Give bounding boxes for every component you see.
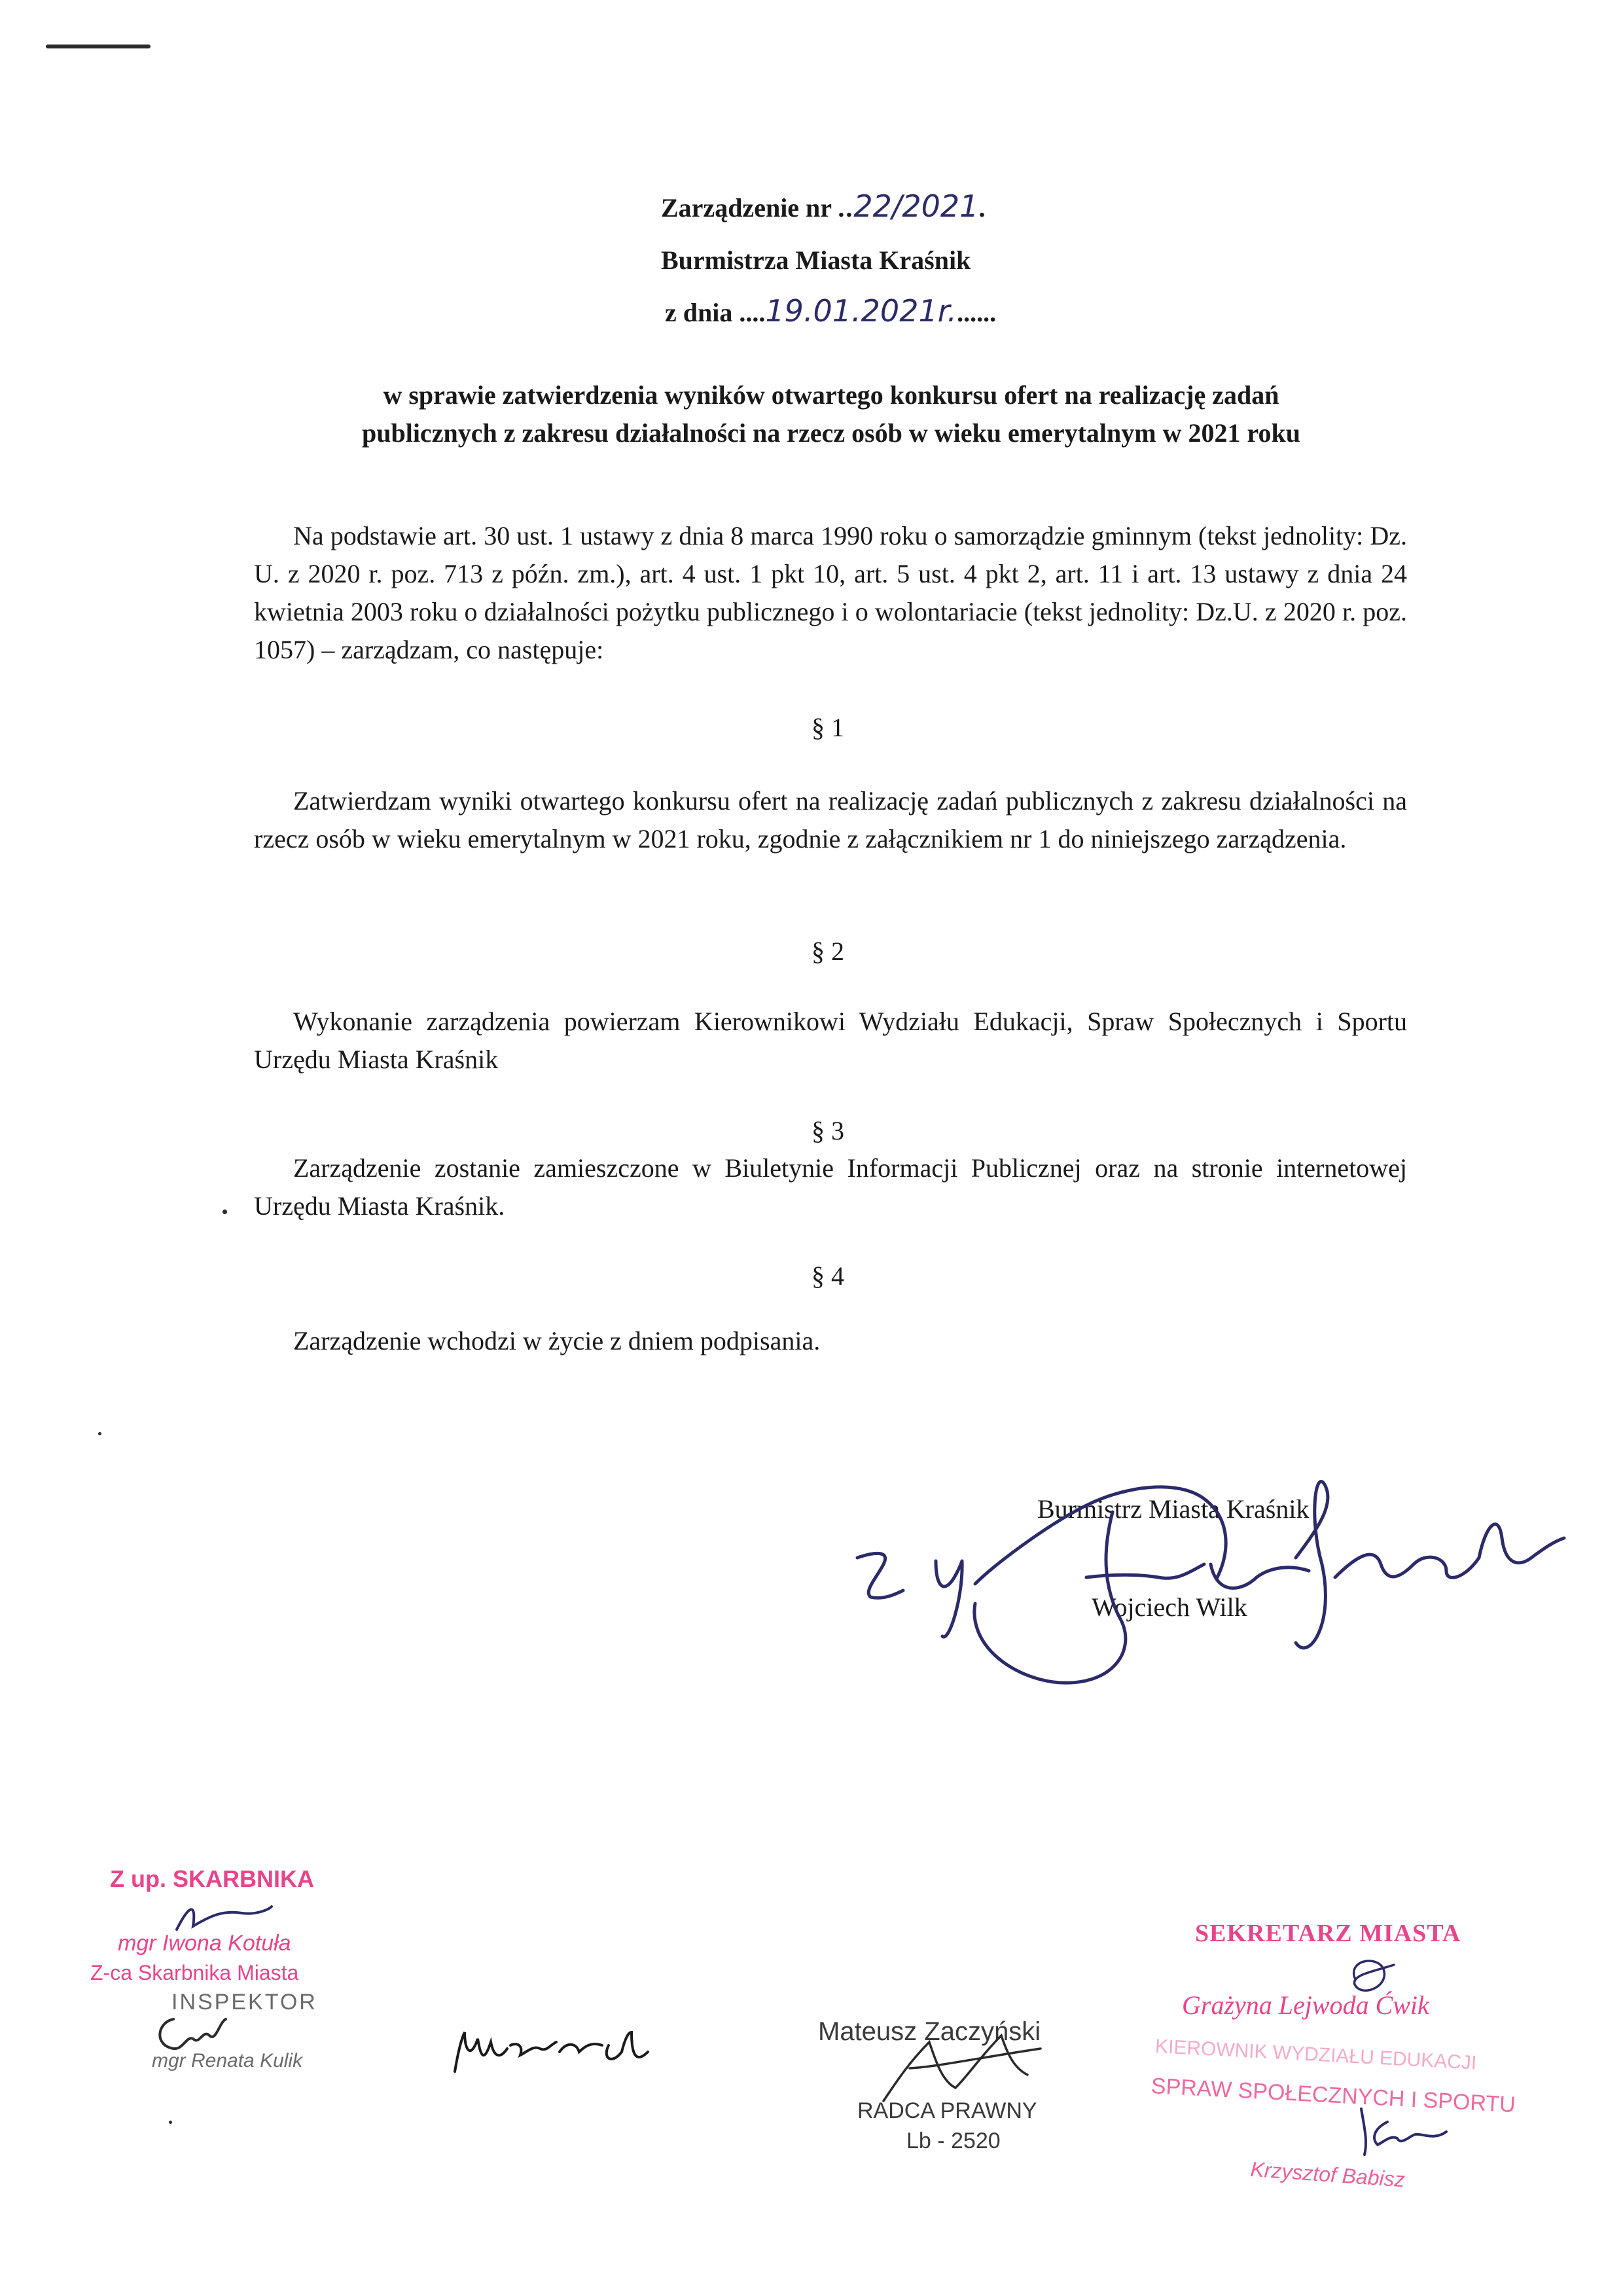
mayor-name: Wojciech Wilk — [1092, 1592, 1247, 1622]
mayor-title: Burmistrz Miasta Kraśnik — [1037, 1494, 1310, 1524]
handwritten-initials-signature — [445, 2013, 661, 2091]
date-handwritten: 19.01.2021r. — [765, 293, 957, 329]
section-2-mark: § 2 — [812, 937, 844, 966]
legal-role: RADCA PRAWNY — [857, 2098, 1037, 2123]
legal-number: Lb - 2520 — [906, 2128, 1001, 2153]
section-3-mark: § 3 — [812, 1116, 844, 1145]
handwritten-signature — [838, 1427, 1571, 1702]
preamble: Na podstawie art. 30 ust. 1 ustawy z dnia 8 marca 1990 roku o samorządzie gminnym (tekst jednolity: Dz. U. z 2020 r. poz. 713 z późn. zm.), art. 4 ust. 1 pkt 10, art. 5 ust. 4 pkt 2, art. 11 i art. 13 ustawy z dnia 24 kwietnia 2003 roku o działalności pożytku publicznego i o wolontariacie (tekst jednolity: Dz.U. z 2020 r. poz. 1057) – zarządzam, co następuje: — [254, 521, 1407, 664]
section-4-text: Zarządzenie wchodzi w życie z dniem podpisania. — [293, 1326, 821, 1355]
section-4-mark: § 4 — [812, 1261, 844, 1291]
legal-name: Mateusz Zaczyński — [818, 2017, 1041, 2046]
section-2-text: Wykonanie zarządzenia powierzam Kierownikowi Wydziału Edukacji, Spraw Społecznych i Sportu Urzędu Miasta Kraśnik — [254, 1007, 1407, 1074]
date-prefix: z dnia — [665, 298, 733, 327]
date-line: z dnia ....19.01.2021r....... — [665, 293, 997, 329]
treasurer-role: Z-ca Skarbnika Miasta — [90, 1961, 299, 1984]
secretary-name: Grażyna Lejwoda Ćwik — [1182, 1990, 1429, 2020]
ordinance-number-handwritten: 22/2021 — [853, 188, 979, 224]
inspector-name: mgr Renata Kulik — [152, 2050, 303, 2072]
scan-artifact-line — [46, 45, 151, 48]
section-1-mark: § 1 — [812, 713, 844, 742]
subject-line-2: publicznych z zakresu działalności na rzecz osób w wieku emerytalnym w 2021 roku — [361, 418, 1301, 448]
scan-dot — [223, 1210, 227, 1214]
scan-dot — [98, 1432, 101, 1435]
inspector-title: INSPEKTOR — [171, 1990, 317, 2015]
ordinance-title: Zarządzenie nr ..22/2021. — [661, 188, 986, 224]
department-head-role-line2: SPRAW SPOŁECZNYCH I SPORTU — [1150, 2073, 1516, 2118]
department-head-name: Krzysztof Babisz — [1249, 2157, 1406, 2192]
department-head-role-line1: KIEROWNIK WYDZIAŁU EDUKACJI — [1154, 2036, 1478, 2074]
section-3-text: Zarządzenie zostanie zamieszczone w Biuletynie Informacji Publicznej oraz na stronie internetowej Urzędu Miasta Kraśnik. — [254, 1153, 1407, 1221]
issuer-line: Burmistrza Miasta Kraśnik — [661, 245, 971, 275]
treasurer-stamp-line1: Z up. SKARBNIKA — [110, 1865, 314, 1892]
section-1-text: Zatwierdzam wyniki otwartego konkursu ofert na realizację zadań publicznych z zakresu działalności na rzecz osób w wieku emerytalnym w 2021 roku, zgodnie z załącznikiem nr 1 do niniejszego zarządzenia. — [254, 786, 1407, 853]
secretary-title: SEKRETARZ MIASTA — [1195, 1920, 1461, 1947]
department-head-initials — [1348, 2102, 1466, 2161]
title-prefix: Zarządzenie nr — [661, 193, 832, 223]
subject-line-1: w sprawie zatwierdzenia wyników otwartego konkursu ofert na realizację zadań — [383, 380, 1279, 410]
legal-signature — [870, 2022, 1067, 2108]
treasurer-name: mgr Iwona Kotuła — [118, 1931, 291, 1956]
scan-dot — [169, 2121, 172, 2124]
